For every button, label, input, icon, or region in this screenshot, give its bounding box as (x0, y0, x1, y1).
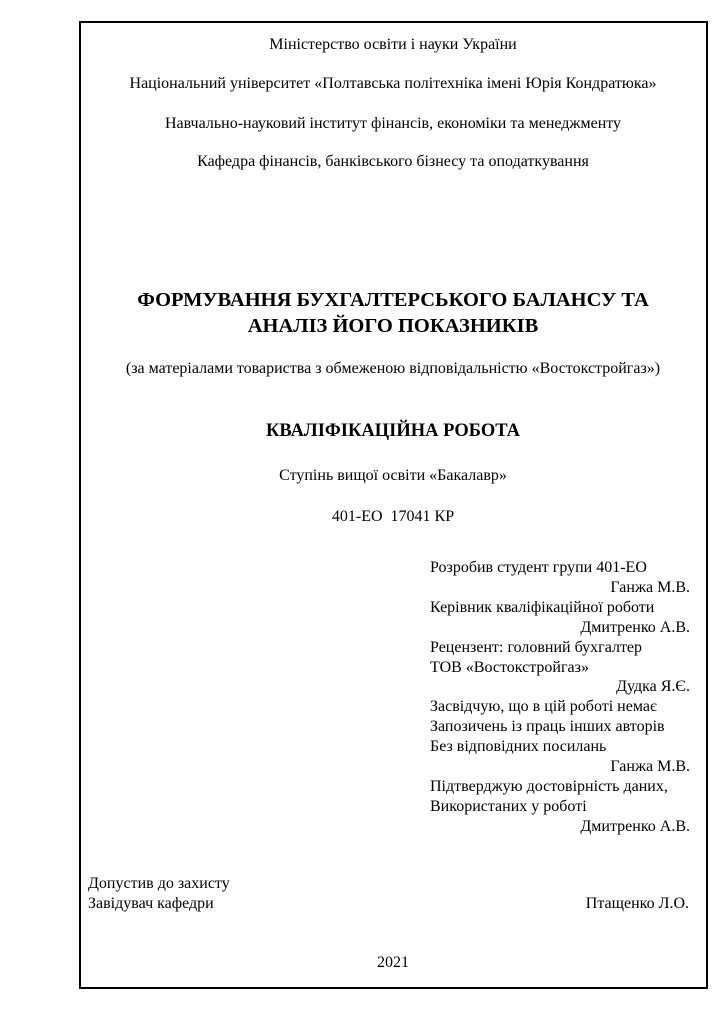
admission-line-1: Допустив до захисту (88, 875, 230, 892)
signature-line: Дмитренко А.В. (580, 817, 690, 835)
year: 2021 (377, 954, 409, 971)
signature-line: Використаних у роботі (430, 797, 587, 815)
work-type: КВАЛІФІКАЦІЙНА РОБОТА (265, 421, 520, 441)
admission-line-2: Завідувач кафедри (88, 895, 214, 912)
signature-line: Керівник кваліфікаційної роботи (430, 598, 655, 616)
signature-line: Дудка Я.Є. (616, 678, 690, 696)
signature-line: Засвідчую, що в цій роботі немає (430, 698, 657, 716)
department: Кафедра фінансів, банківського бізнесу та оподаткування (197, 153, 589, 170)
head-name: Птащенко Л.О. (585, 895, 689, 912)
signature-block (430, 558, 690, 837)
signature-line: ТОВ «Востокстройгаз» (430, 658, 589, 676)
degree: Ступінь вищої освіти «Бакалавр» (279, 467, 507, 484)
ministry: Міністерство освіти і науки України (269, 36, 517, 53)
signature-line: Дмитренко А.В. (580, 618, 690, 636)
signature-line: Запозичень із праць інших авторів (430, 718, 665, 736)
signature-line: Підтверджую достовірність даних, (430, 777, 668, 795)
institute: Навчально-науковий інститут фінансів, економіки та менеджменту (164, 115, 622, 132)
signature-line: Без відповідних посилань (430, 738, 607, 756)
subtitle: (за матеріалами товариства з обмеженою відповідальністю «Востокстройгаз») (125, 360, 661, 377)
university: Національний університет «Полтавська політехніка імені Юрія Кондратюка» (129, 75, 657, 92)
title-line-2: АНАЛІЗ ЙОГО ПОКАЗНИКІВ (247, 315, 539, 337)
signature-line: Ганжа М.В. (610, 578, 690, 596)
work-code: 401-ЕО 17041 КР (331, 508, 455, 525)
signature-line: Ганжа М.В. (610, 758, 690, 776)
signature-line: Розробив студент групи 401-ЕО (430, 559, 647, 576)
title-line-1: ФОРМУВАННЯ БУХГАЛТЕРСЬКОГО БАЛАНСУ ТА (137, 289, 649, 311)
signature-line: Рецензент: головний бухгалтер (430, 638, 643, 656)
